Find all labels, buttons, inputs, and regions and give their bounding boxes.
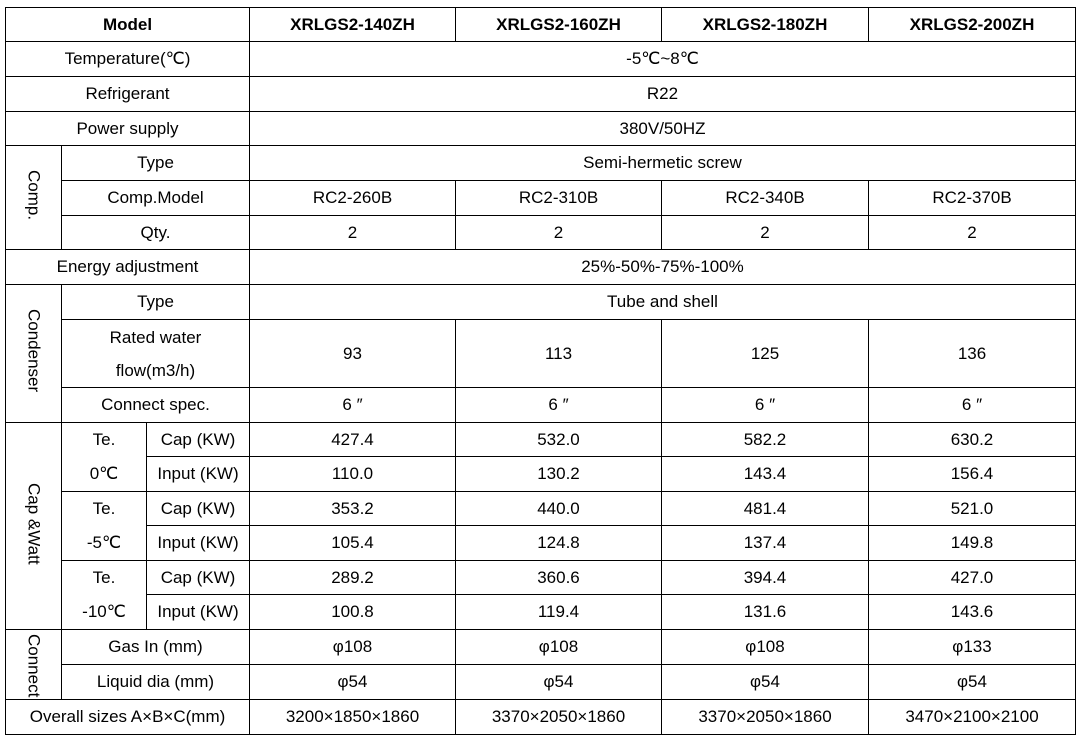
comp-qty-row	[6, 216, 1076, 250]
cell-value: φ108	[662, 630, 869, 665]
cell-value: 582.2	[662, 423, 869, 457]
row-label: Input (KW)	[147, 595, 250, 630]
row-label: Cap (KW)	[147, 492, 250, 526]
row-label: Type	[62, 285, 250, 320]
row-label: Power supply	[6, 112, 250, 146]
cell-value: 131.6	[662, 595, 869, 630]
cell-value: φ108	[456, 630, 662, 665]
comp-type-value: Semi-hermetic screw	[250, 146, 1076, 181]
cell-value: 2	[869, 216, 1076, 250]
power-supply-row	[6, 112, 1076, 146]
cell-value: 125	[662, 320, 869, 388]
row-label	[62, 320, 250, 388]
cell-value: 137.4	[662, 526, 869, 561]
condenser-group-label: Condenser	[6, 285, 62, 423]
model-name: XRLGS2-140ZH	[250, 8, 456, 42]
cell-value: 394.4	[662, 561, 869, 595]
cell-value: 521.0	[869, 492, 1076, 526]
flow-label-line2: flow(m3/h)	[115, 360, 196, 380]
input-row	[6, 595, 1076, 630]
row-label: Input (KW)	[147, 457, 250, 492]
cell-value: φ54	[250, 665, 456, 700]
model-name: XRLGS2-160ZH	[456, 8, 662, 42]
input-row	[6, 526, 1076, 561]
model-name: XRLGS2-200ZH	[869, 8, 1076, 42]
cell-value: 3470×2100×2100	[869, 700, 1076, 735]
liquid-row	[6, 665, 1076, 700]
input-row	[6, 457, 1076, 492]
row-label: Liquid dia (mm)	[62, 665, 250, 700]
condenser-flow-row	[6, 320, 1076, 388]
cell-value: RC2-370B	[869, 181, 1076, 216]
cell-value: 6 ″	[869, 388, 1076, 423]
cell-value: 289.2	[250, 561, 456, 595]
cell-value: φ54	[869, 665, 1076, 700]
te-temp: -5℃	[62, 526, 147, 561]
temperature-value: -5℃~8℃	[250, 42, 1076, 77]
cell-value: 156.4	[869, 457, 1076, 492]
condenser-connect-row	[6, 388, 1076, 423]
cell-value: 427.4	[250, 423, 456, 457]
comp-model-row	[6, 181, 1076, 216]
row-label: Overall sizes A×B×C(mm)	[6, 700, 250, 735]
cap-row	[6, 561, 1076, 595]
cell-value: 6 ″	[250, 388, 456, 423]
energy-adjustment-row	[6, 250, 1076, 285]
cell-value: φ133	[869, 630, 1076, 665]
spec-table	[5, 7, 1076, 735]
cell-value: 143.6	[869, 595, 1076, 630]
cell-value: RC2-260B	[250, 181, 456, 216]
te-temp: 0℃	[62, 457, 147, 492]
cell-value: 3370×2050×1860	[662, 700, 869, 735]
row-label: Cap (KW)	[147, 423, 250, 457]
gas-in-row	[6, 630, 1076, 665]
row-label: Qty.	[62, 216, 250, 250]
condenser-type-row	[6, 285, 1076, 320]
cell-value: 105.4	[250, 526, 456, 561]
cell-value: RC2-310B	[456, 181, 662, 216]
cell-value: 143.4	[662, 457, 869, 492]
cell-value: 3200×1850×1860	[250, 700, 456, 735]
cell-value: 149.8	[869, 526, 1076, 561]
row-label: Comp.Model	[62, 181, 250, 216]
cell-value: 360.6	[456, 561, 662, 595]
te-label: Te.	[62, 561, 147, 595]
cell-value: 440.0	[456, 492, 662, 526]
cell-value: 6 ″	[456, 388, 662, 423]
cell-value: 136	[869, 320, 1076, 388]
cell-value: 119.4	[456, 595, 662, 630]
model-name: XRLGS2-180ZH	[662, 8, 869, 42]
row-label: Energy adjustment	[6, 250, 250, 285]
cap-row	[6, 492, 1076, 526]
model-header: Model	[6, 8, 250, 42]
cell-value: 427.0	[869, 561, 1076, 595]
cell-value: 532.0	[456, 423, 662, 457]
cell-value: 481.4	[662, 492, 869, 526]
cap-row	[6, 423, 1076, 457]
te-label: Te.	[62, 423, 147, 457]
cell-value: 630.2	[869, 423, 1076, 457]
row-label: Refrigerant	[6, 77, 250, 112]
cell-value: φ54	[456, 665, 662, 700]
comp-group-label: Comp.	[6, 146, 62, 250]
row-label: Gas In (mm)	[62, 630, 250, 665]
temperature-row	[6, 42, 1076, 77]
header-row	[6, 8, 1076, 42]
cell-value: 93	[250, 320, 456, 388]
comp-type-row	[6, 146, 1076, 181]
cell-value: 6 ″	[662, 388, 869, 423]
cell-value: 2	[250, 216, 456, 250]
connect-group-label: Connect	[6, 630, 62, 700]
row-label: Type	[62, 146, 250, 181]
te-label: Te.	[62, 492, 147, 526]
cell-value: 100.8	[250, 595, 456, 630]
cell-value: RC2-340B	[662, 181, 869, 216]
row-label: Input (KW)	[147, 526, 250, 561]
energy-adjustment-value: 25%-50%-75%-100%	[250, 250, 1076, 285]
cell-value: φ54	[662, 665, 869, 700]
refrigerant-value: R22	[250, 77, 1076, 112]
cell-value: 2	[456, 216, 662, 250]
cell-value: 110.0	[250, 457, 456, 492]
condenser-type-value: Tube and shell	[250, 285, 1076, 320]
overall-sizes-row	[6, 700, 1076, 735]
cap-watt-group-label: Cap &Watt	[6, 423, 62, 630]
power-supply-value: 380V/50HZ	[250, 112, 1076, 146]
cell-value: 2	[662, 216, 869, 250]
row-label: Connect spec.	[62, 388, 250, 423]
refrigerant-row	[6, 77, 1076, 112]
flow-label-line1: Rated water	[109, 327, 202, 347]
cell-value: 3370×2050×1860	[456, 700, 662, 735]
cell-value: 130.2	[456, 457, 662, 492]
cell-value: 353.2	[250, 492, 456, 526]
cell-value: φ108	[250, 630, 456, 665]
row-label: Temperature(℃)	[6, 42, 250, 77]
cell-value: 113	[456, 320, 662, 388]
row-label: Cap (KW)	[147, 561, 250, 595]
te-temp: -10℃	[62, 595, 147, 630]
cell-value: 124.8	[456, 526, 662, 561]
